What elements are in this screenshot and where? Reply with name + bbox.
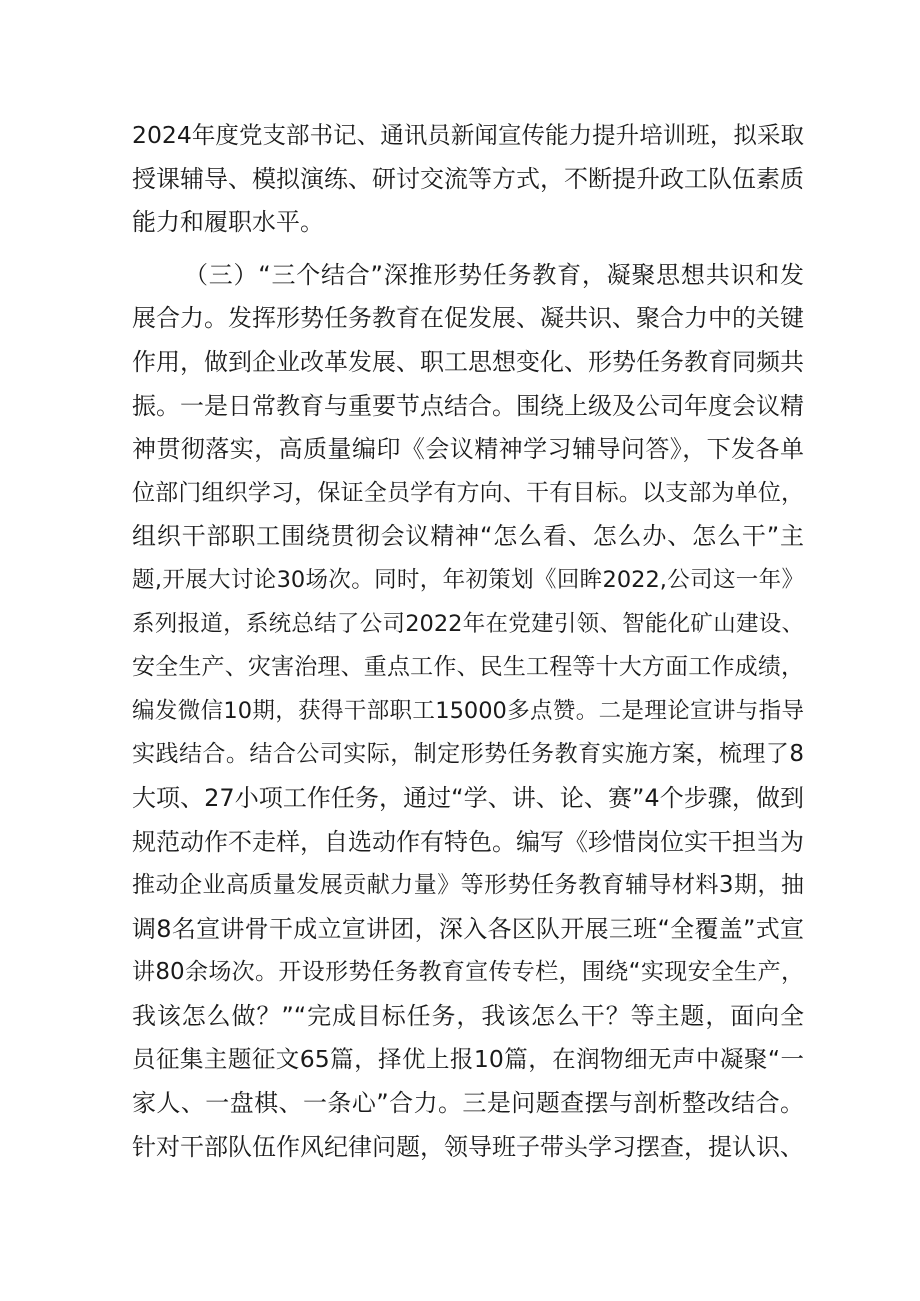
text-line: 针对干部队伍作风纪律问题，领导班子带头学习摆查，提认识、 [132,1132,804,1161]
text-line: 推动企业高质量发展贡献力量》等形势任务教育辅导材料3期，抽 [132,872,804,899]
document-body [132,114,804,1169]
text-line: 神贯彻落实，高质量编印《会议精神学习辅导问答》，下发各单 [132,435,804,464]
text-line: 展合力。发挥形势任务教育在促发展、凝共识、聚合力中的关键 [132,304,804,333]
text-line: 员征集主题征文65篇，择优上报10篇，在润物细无声中凝聚“一 [132,1045,804,1074]
text-line: 调8名宣讲骨干成立宣讲团，深入各区队开展三班“全覆盖”式宣 [132,914,804,943]
paragraph-section-3 [132,254,804,1169]
section-heading-line: （三）“三个结合”深推形势任务教育，凝聚思想共识和发 [184,260,804,289]
text-line: 题,开展大讨论30场次。同时，年初策划《回眸2022,公司这一年》 [132,566,804,593]
text-line: 授课辅导、模拟演练、研讨交流等方式，不断提升政工队伍素质 [132,164,804,193]
paragraph-continuation [132,114,804,245]
text-line: 位部门组织学习，保证全员学有方向、干有目标。以支部为单位， [132,479,804,506]
text-line: 编发微信10期，获得干部职工15000多点赞。二是理论宣讲与指导 [132,697,804,724]
text-line: 安全生产、灾害治理、重点工作、民生工程等十大方面工作成绩， [132,654,804,681]
text-line: 规范动作不走样，自选动作有特色。编写《珍惜岗位实干担当为 [132,827,804,856]
text-line: 系列报道，系统总结了公司2022年在党建引领、智能化矿山建设、 [132,610,804,637]
text-line: 大项、27小项工作任务，通过“学、讲、论、赛”4个步骤，做到 [132,783,804,812]
text-line: 我该怎么做？”“完成目标任务，我该怎么干？等主题，面向全 [132,1001,804,1030]
text-line: 讲80余场次。开设形势任务教育宣传专栏，围绕“实现安全生产， [132,959,804,986]
text-line: 实践结合。结合公司实际，制定形势任务教育实施方案，梳理了8 [132,741,804,768]
paragraph-gap [132,245,804,254]
text-line: 家人、一盘棋、一条心”合力。三是问题查摆与剖析整改结合。 [132,1089,804,1118]
text-line: 作用，做到企业改革发展、职工思想变化、形势任务教育同频共 [132,347,804,376]
text-line: 能力和履职水平。 [132,208,324,237]
text-line: 振。一是日常教育与重要节点结合。围绕上级及公司年度会议精 [132,391,804,420]
text-line: 2024年度党支部书记、通讯员新闻宣传能力提升培训班，拟采取 [132,121,804,149]
text-line: 组织干部职工围绕贯彻会议精神“怎么看、怎么办、怎么干”主 [132,522,804,551]
